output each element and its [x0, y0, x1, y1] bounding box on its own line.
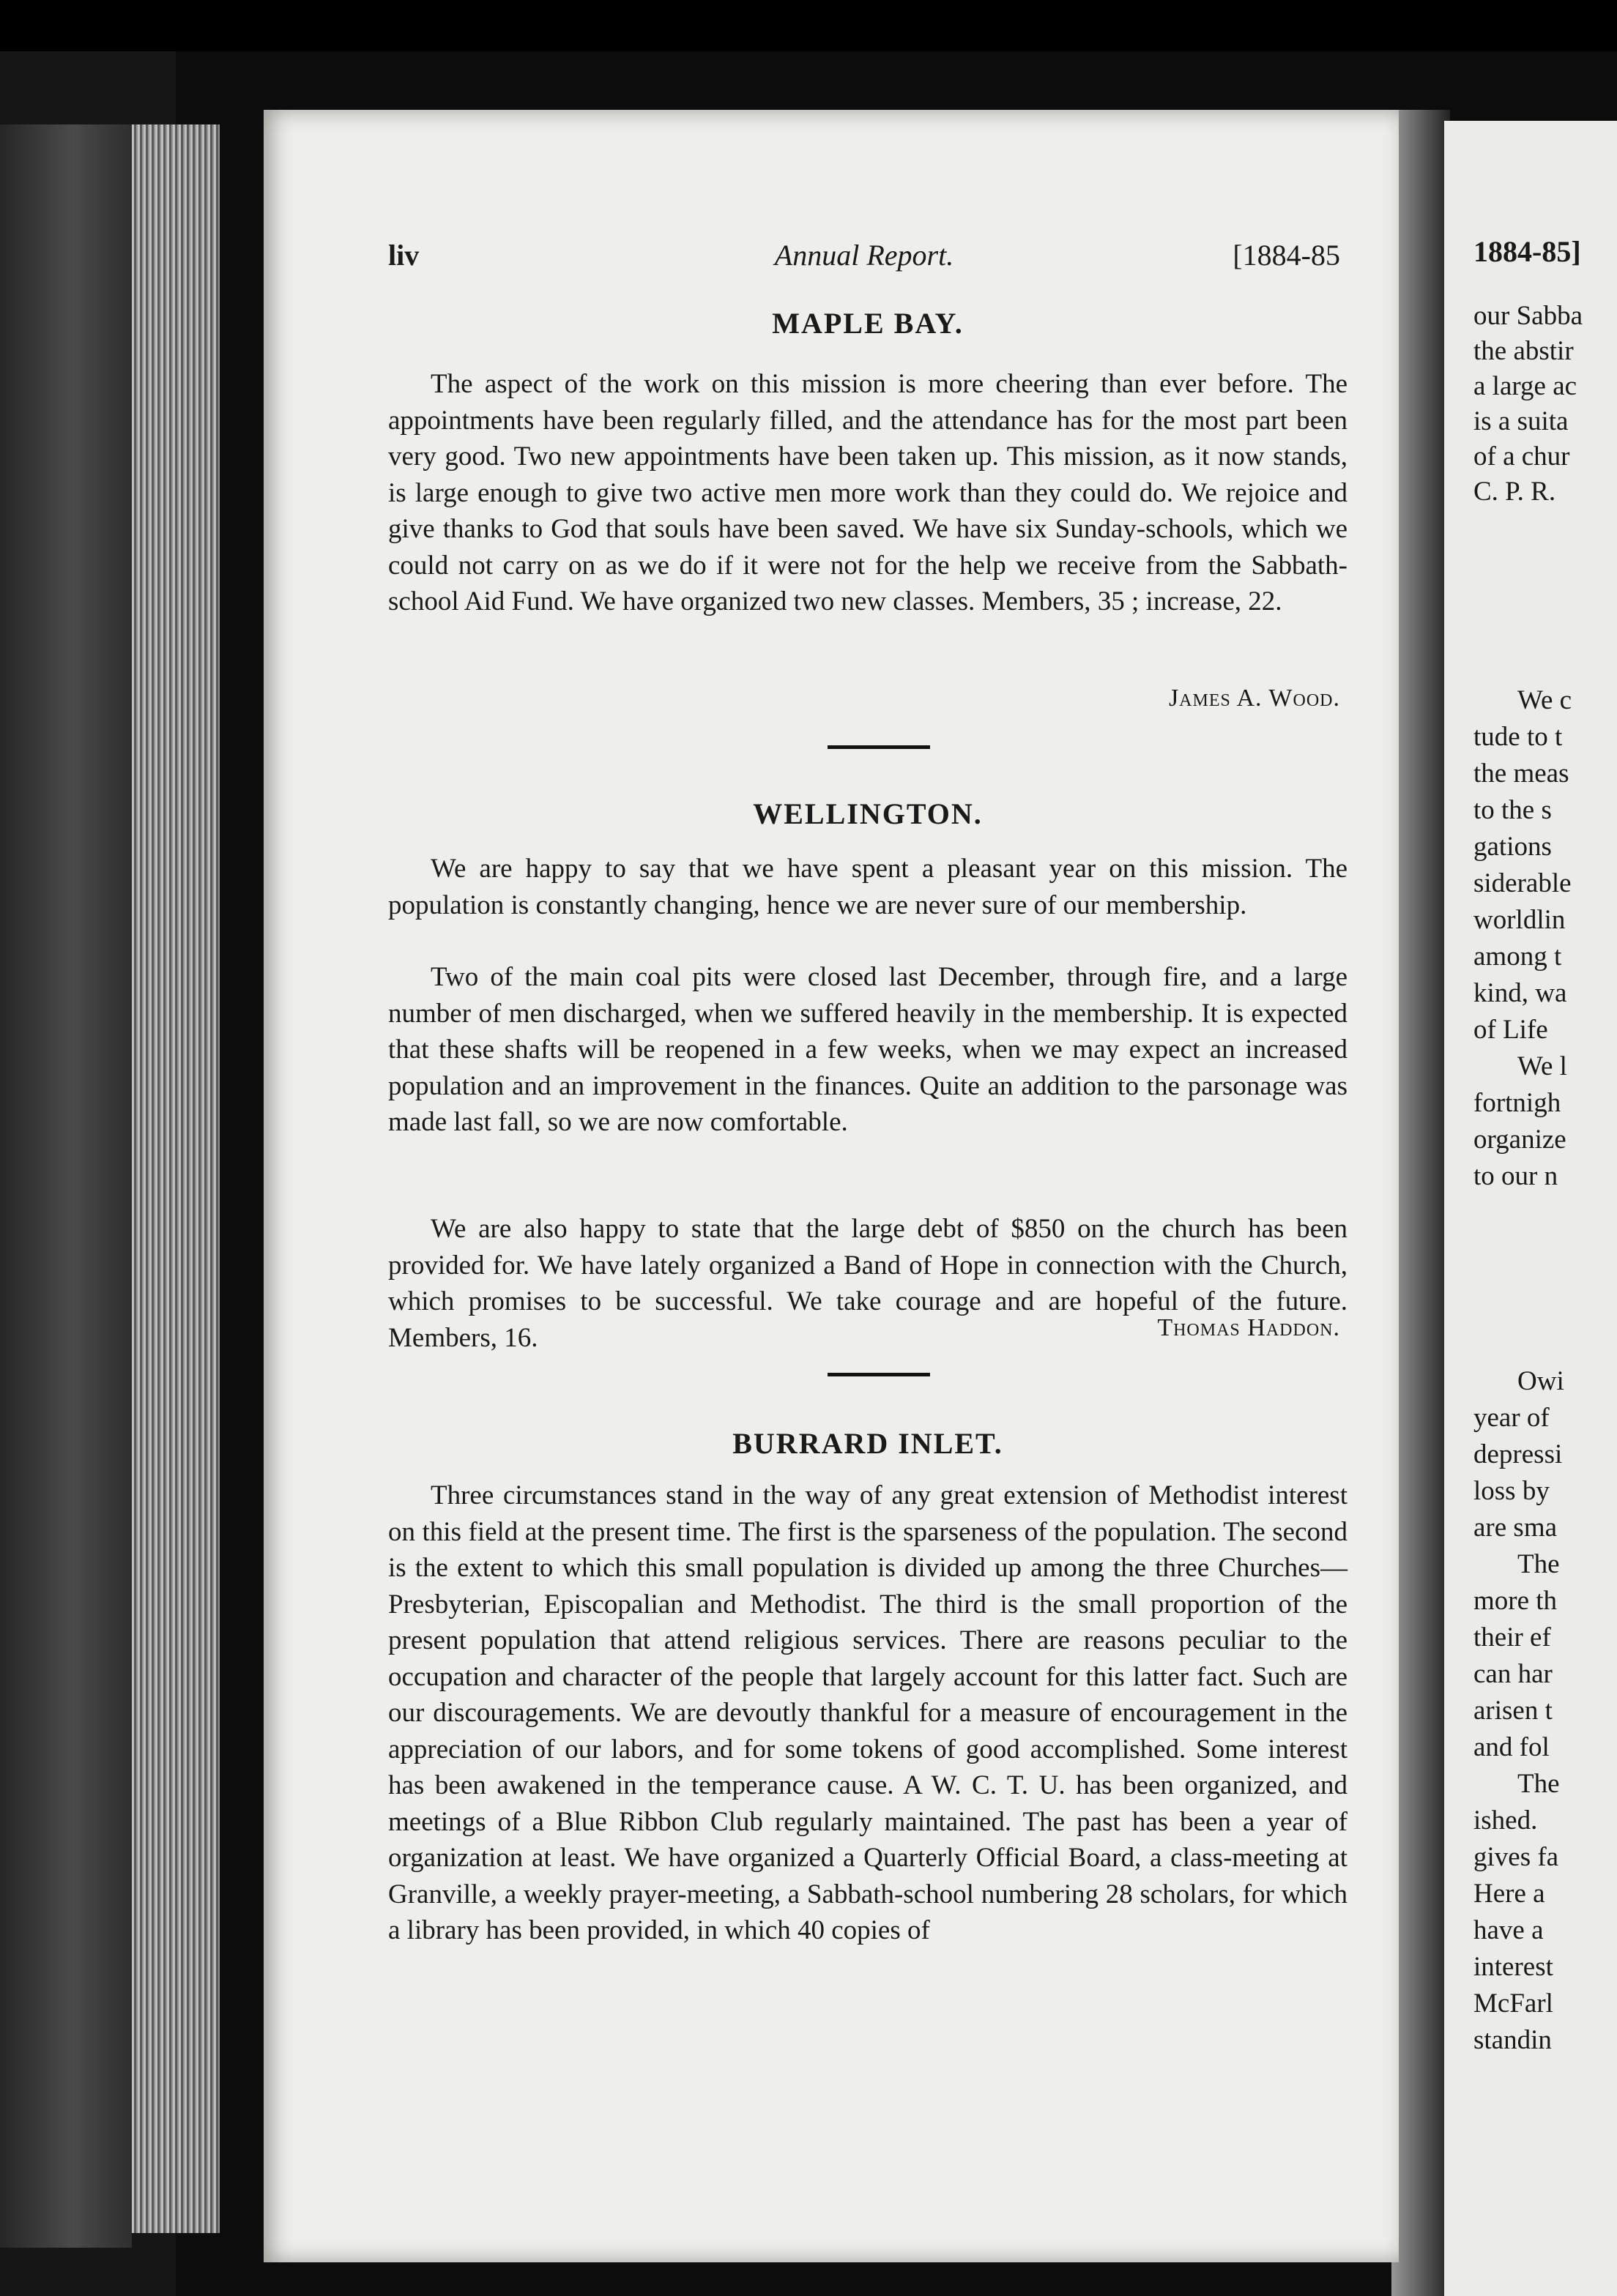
- right-page-line: our Sabba: [1473, 301, 1583, 331]
- right-page: [1444, 121, 1617, 2296]
- right-page-line: Here a: [1473, 1879, 1545, 1909]
- right-page-line: interest: [1473, 1952, 1553, 1982]
- right-page-line: among t: [1473, 942, 1562, 972]
- right-page-line: their ef: [1473, 1622, 1551, 1652]
- right-page-line: The: [1517, 1769, 1560, 1799]
- paragraph-wellington-3: We are also happy to state that the large debt of $850 on the church has been provided for. We have lately organized a Band of Hope in connection with the Church, which promises to be successful. We take courage and are hopeful of the future. Members, 16.: [388, 1214, 1348, 1353]
- right-page-line: organize: [1473, 1125, 1566, 1155]
- right-page-line: fortnigh: [1473, 1088, 1561, 1118]
- signature-maple-bay: James A. Wood.: [1168, 685, 1340, 712]
- paragraph-burrard-inlet: Three circumstances stand in the way of any great extension of Methodist interest on this field at the present time. The first is the sparseness of the population. The second is the extent to which this small population is divided up among the three Churches—Presbyterian, Episcopalian and Methodist. The third is the small proportion of the present population that attend religious services. There are reasons peculiar to the occupation and character of the people that largely account for this latter fact. Such are our discouragements. We are devoutly thankful for a measure of encouragement in the appreciation of our labors, and for some tokens of good accomplished. Some interest has been awakened in the temperance cause. A W. C. T. U. has been organized, and meetings of a Blue Ribbon Club regularly maintained. The past has been a year of organization at least. We have organized a Quarterly Official Board, a class-meeting at Granville, a weekly prayer-meeting, a Sabbath-school numbering 28 scholars, for which a library has been provided, in which 40 copies of: [388, 1480, 1348, 1945]
- right-page-line: arisen t: [1473, 1696, 1553, 1726]
- section-title-wellington: WELLINGTON.: [753, 797, 983, 830]
- right-page-line: year of: [1473, 1403, 1550, 1433]
- right-page-line: a large ac: [1473, 371, 1577, 401]
- right-page-line: can har: [1473, 1659, 1553, 1689]
- right-page-line: siderable: [1473, 868, 1572, 898]
- page-edges: [132, 124, 220, 2233]
- section-divider: [828, 745, 930, 749]
- right-page-line: depressi: [1473, 1439, 1563, 1469]
- right-page-line: ished.: [1473, 1805, 1538, 1835]
- right-page-line: worldlin: [1473, 905, 1566, 935]
- right-page-line: Owi: [1517, 1366, 1564, 1396]
- paragraph-maple-bay: The aspect of the work on this mission is more cheering than ever before. The appointments have been regularly filled, and the attendance has for the most part been very good. Two new appointments have been taken up. This mission, as it now stands, is large enough to give two active men more work than they could do. We rejoice and give thanks to God that souls have been saved. We have six Sunday-schools, which we could not carry on as we do if it were not for the help we receive from the Sabbath-school Aid Fund. We have organized two new classes. Members, 35 ; increase, 22.: [388, 369, 1348, 616]
- right-page-line: C. P. R.: [1473, 477, 1556, 507]
- section-title-burrard-inlet: BURRARD INLET.: [732, 1427, 1003, 1460]
- right-page-line: the meas: [1473, 758, 1569, 789]
- right-page-line: gations: [1473, 832, 1552, 862]
- right-page-line: kind, wa: [1473, 978, 1567, 1008]
- running-year: [1884-85: [1233, 239, 1340, 272]
- right-page-line: We c: [1517, 685, 1572, 715]
- page-number: liv: [388, 239, 420, 272]
- right-page-line: The: [1517, 1549, 1560, 1579]
- paragraph-wellington-2: Two of the main coal pits were closed last December, through fire, and a large number of men discharged, when we suffered heavily in the membership. It is expected that these shafts will be reopened in a few weeks, when we may expect an increased population and an improvement in the finances. Quite an addition to the parsonage was made last fall, so we are now comfortable.: [388, 962, 1348, 1137]
- right-page-line: standin: [1473, 2025, 1552, 2055]
- book-spine: [0, 124, 132, 2248]
- right-page-line: of Life: [1473, 1015, 1548, 1045]
- right-page-line: of a chur: [1473, 441, 1570, 471]
- right-page-line: loss by: [1473, 1476, 1550, 1506]
- section-divider: [828, 1373, 930, 1376]
- left-page: [264, 110, 1399, 2262]
- scan-top-band: [0, 0, 1617, 51]
- right-running-head: 1884-85]: [1473, 235, 1581, 268]
- right-page-line: the abstir: [1473, 336, 1574, 366]
- section-title-maple-bay: MAPLE BAY.: [772, 307, 964, 340]
- signature-wellington: Thomas Haddon.: [1157, 1314, 1340, 1341]
- right-page-line: is a suita: [1473, 406, 1569, 436]
- running-head: [388, 238, 1340, 282]
- right-page-line: McFarl: [1473, 1988, 1553, 2019]
- right-page-line: more th: [1473, 1586, 1558, 1616]
- book-gutter: [1391, 110, 1450, 2296]
- right-page-line: have a: [1473, 1915, 1544, 1945]
- right-page-line: and fol: [1473, 1732, 1550, 1762]
- right-page-line: gives fa: [1473, 1842, 1559, 1872]
- paragraph-wellington-1: We are happy to say that we have spent a pleasant year on this mission. The population is constantly changing, hence we are never sure of our membership.: [388, 854, 1348, 920]
- running-title: Annual Report.: [774, 239, 954, 272]
- right-page-line: We l: [1517, 1051, 1567, 1081]
- right-page-line: to our n: [1473, 1161, 1558, 1191]
- right-page-line: are sma: [1473, 1513, 1558, 1543]
- right-page-line: tude to t: [1473, 722, 1563, 752]
- right-page-line: to the s: [1473, 795, 1552, 825]
